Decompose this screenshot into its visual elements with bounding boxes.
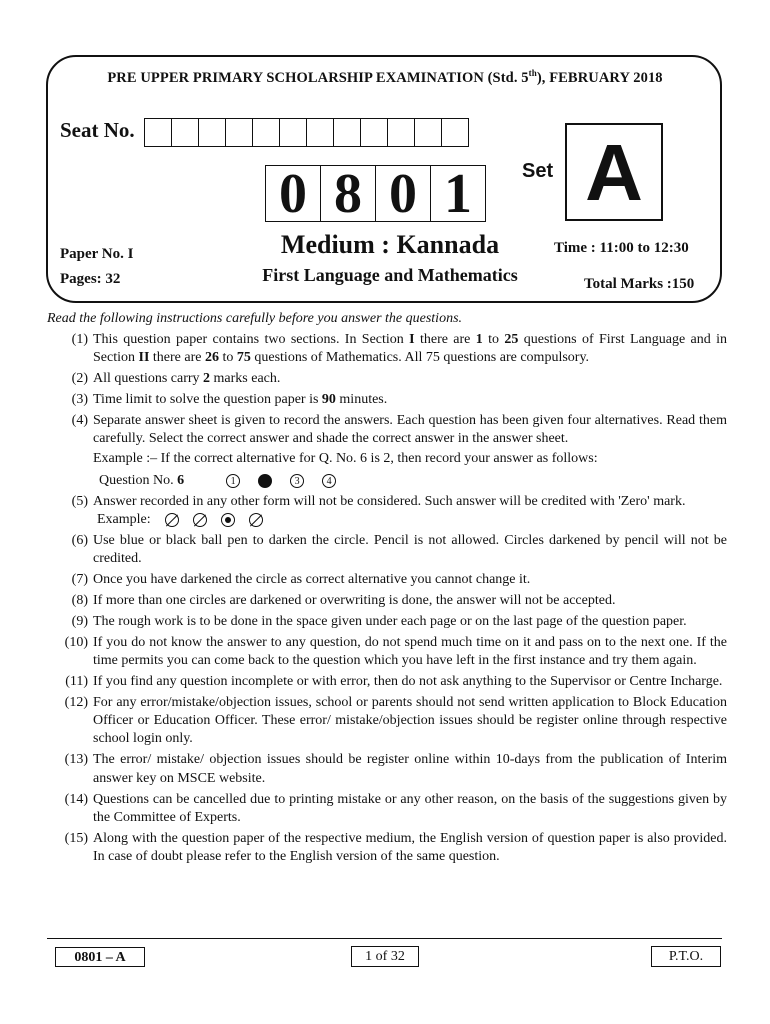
instruction-text: Answer recorded in any other form will not be considered. Such answer will be credited with 'Zero' mark. Example: — [93, 493, 727, 530]
option-bubble-icon: 1 — [226, 474, 240, 488]
instruction-text: For any error/mistake/objection issues, school or parents should not send written application to Block Education Officer or Education Officer. These error/ mistake/objection issues should be register online through respective school login only. — [93, 694, 727, 747]
instruction-item — [47, 331, 727, 368]
instruction-text: The rough work is to be done in the space given under each page or on the last page of the question paper. — [93, 613, 687, 629]
example-question-row — [93, 472, 727, 490]
instruction-text: Time limit to solve the question paper is 90 minutes. — [93, 392, 388, 408]
subject-title: First Language and Mathematics — [262, 265, 518, 285]
paper-code-boxes — [266, 163, 486, 225]
seat-number-box[interactable] — [441, 118, 469, 147]
instruction-number: (12) — [64, 694, 88, 710]
instruction-text: If you do not know the answer to any question, do not spend much time on it and pass on to the next one. If the time permits you can come back to the question which you have left in the first instance and try them again. — [93, 634, 727, 669]
example-question-label: Question No. — [99, 472, 174, 488]
seat-number-box[interactable] — [279, 118, 307, 147]
instruction-number: (9) — [71, 613, 88, 629]
option-bubble-icon: 4 — [322, 474, 336, 488]
instruction-text: The error/ mistake/ objection issues should be register online within 10-days from the publication of Interim answer key on MSCE website. — [93, 752, 727, 786]
instructions-intro: Read the following instructions carefully before you answer the questions. — [47, 311, 463, 326]
instruction-text: If you find any question incomplete or with error, then do not ask anything to the Supervisor or Centre Incharge. — [93, 673, 723, 689]
seat-number-box[interactable] — [198, 118, 226, 147]
seat-number-box[interactable] — [387, 118, 415, 147]
seat-number-boxes[interactable] — [145, 118, 469, 147]
instruction-text: Separate answer sheet is given to record the answers. Each question has been given four alternatives. Read them carefully. Select the correct answer and shade the correct answer in the answer sheet. Example :– If the correct alternative for Q. No. 6 is 2, then record your answer as follows: Question No. 6 1 3 4 — [93, 412, 727, 490]
instruction-item — [47, 694, 727, 749]
instruction-text: Questions can be cancelled due to printing mistake or any other reason, on the basis of the suggestions given by the Committee of Experts. — [93, 791, 727, 825]
seat-number-box[interactable] — [252, 118, 280, 147]
instruction-text: This question paper contains two sections. In Section I there are 1 to 25 questions of First Language and in Section II there are 26 to 75 questions of Mathematics. All 75 questions are compulsory. — [93, 332, 728, 366]
instruction-item — [47, 751, 727, 788]
seat-number-label: Seat No. — [60, 118, 135, 142]
example-question-number: 6 — [177, 472, 185, 488]
instruction-number: (6) — [71, 532, 88, 548]
instruction-text: Once you have darkened the circle as correct alternative you cannot change it. — [93, 572, 531, 588]
seat-number-box[interactable] — [225, 118, 253, 147]
paper-code-digit: 8 — [320, 165, 376, 222]
instruction-text: Along with the question paper of the respective medium, the English version of question paper is also provided. In case of doubt please refer to the English version of the same question. — [93, 830, 727, 865]
seat-number-box[interactable] — [171, 118, 199, 147]
example-answer-bubbles — [226, 474, 354, 488]
page-count: Pages: 32 — [60, 271, 121, 287]
instruction-item — [47, 571, 727, 589]
crossed-bubble-icon — [249, 513, 263, 527]
instruction-number: (2) — [71, 371, 88, 387]
example-label: Example: — [97, 512, 151, 528]
instruction-number: (8) — [71, 593, 88, 609]
set-label: Set — [522, 160, 554, 182]
seat-number-box[interactable] — [306, 118, 334, 147]
seat-number-box[interactable] — [360, 118, 388, 147]
instruction-item — [47, 673, 727, 691]
seat-number-box[interactable] — [144, 118, 172, 147]
instruction-number: (1) — [71, 332, 88, 347]
instruction-item — [47, 830, 727, 867]
instruction-number: (14) — [64, 791, 88, 807]
filled-bubble-icon — [258, 474, 272, 488]
instruction-item — [47, 493, 727, 530]
instruction-item — [47, 532, 727, 569]
instruction-item — [47, 412, 727, 490]
footer-divider — [47, 938, 722, 939]
instruction-text: Use blue or black ball pen to darken the circle. Pencil is not allowed. Circles darkened by pencil will not be credited. — [93, 532, 727, 567]
seat-number-box[interactable] — [333, 118, 361, 147]
instruction-item — [47, 634, 727, 671]
medium-title: Medium : Kannada — [280, 230, 500, 259]
instruction-number: (15) — [64, 830, 88, 846]
instruction-text: If more than one circles are darkened or overwriting is done, the answer will not be accepted. — [93, 593, 616, 609]
footer-pto: P.T.O. — [651, 946, 721, 967]
instruction-number: (7) — [71, 572, 88, 588]
instruction-text: All questions carry 2 marks each. — [93, 371, 281, 387]
example-text: Example :– If the correct alternative for Q. No. 6 is 2, then record your answer as follows: — [93, 450, 598, 466]
instruction-number: (5) — [71, 493, 88, 509]
instruction-number: (13) — [64, 752, 88, 768]
partial-bubble-icon — [221, 513, 235, 527]
total-marks: Total Marks :150 — [584, 276, 695, 292]
footer-paper-code: 0801 – A — [55, 947, 145, 967]
exam-title: PRE UPPER PRIMARY SCHOLARSHIP EXAMINATION (Std. 5th), FEBRUARY 2018 — [107, 68, 663, 86]
instruction-number: (10) — [64, 634, 88, 650]
exam-time: Time : 11:00 to 12:30 — [554, 240, 689, 256]
paper-code-digit: 0 — [375, 165, 431, 222]
set-value-box: A — [565, 123, 663, 221]
instruction-item — [47, 370, 727, 388]
wrong-marking-example — [93, 511, 727, 529]
option-bubble-icon: 3 — [290, 474, 304, 488]
paper-code-digit: 0 — [265, 165, 321, 222]
seat-number-box[interactable] — [414, 118, 442, 147]
ticked-bubble-icon — [165, 513, 179, 527]
instruction-list — [47, 331, 727, 869]
instruction-number: (4) — [71, 412, 88, 428]
footer-page-number: 1 of 32 — [351, 946, 419, 967]
instruction-item — [47, 613, 727, 631]
instruction-number: (11) — [65, 673, 88, 689]
paper-number: Paper No. I — [60, 246, 134, 262]
instruction-item — [47, 391, 727, 409]
instruction-number: (3) — [71, 392, 88, 408]
paper-code-digit: 1 — [430, 165, 486, 222]
instruction-item — [47, 791, 727, 828]
instruction-item — [47, 592, 727, 610]
struck-bubble-icon — [193, 513, 207, 527]
